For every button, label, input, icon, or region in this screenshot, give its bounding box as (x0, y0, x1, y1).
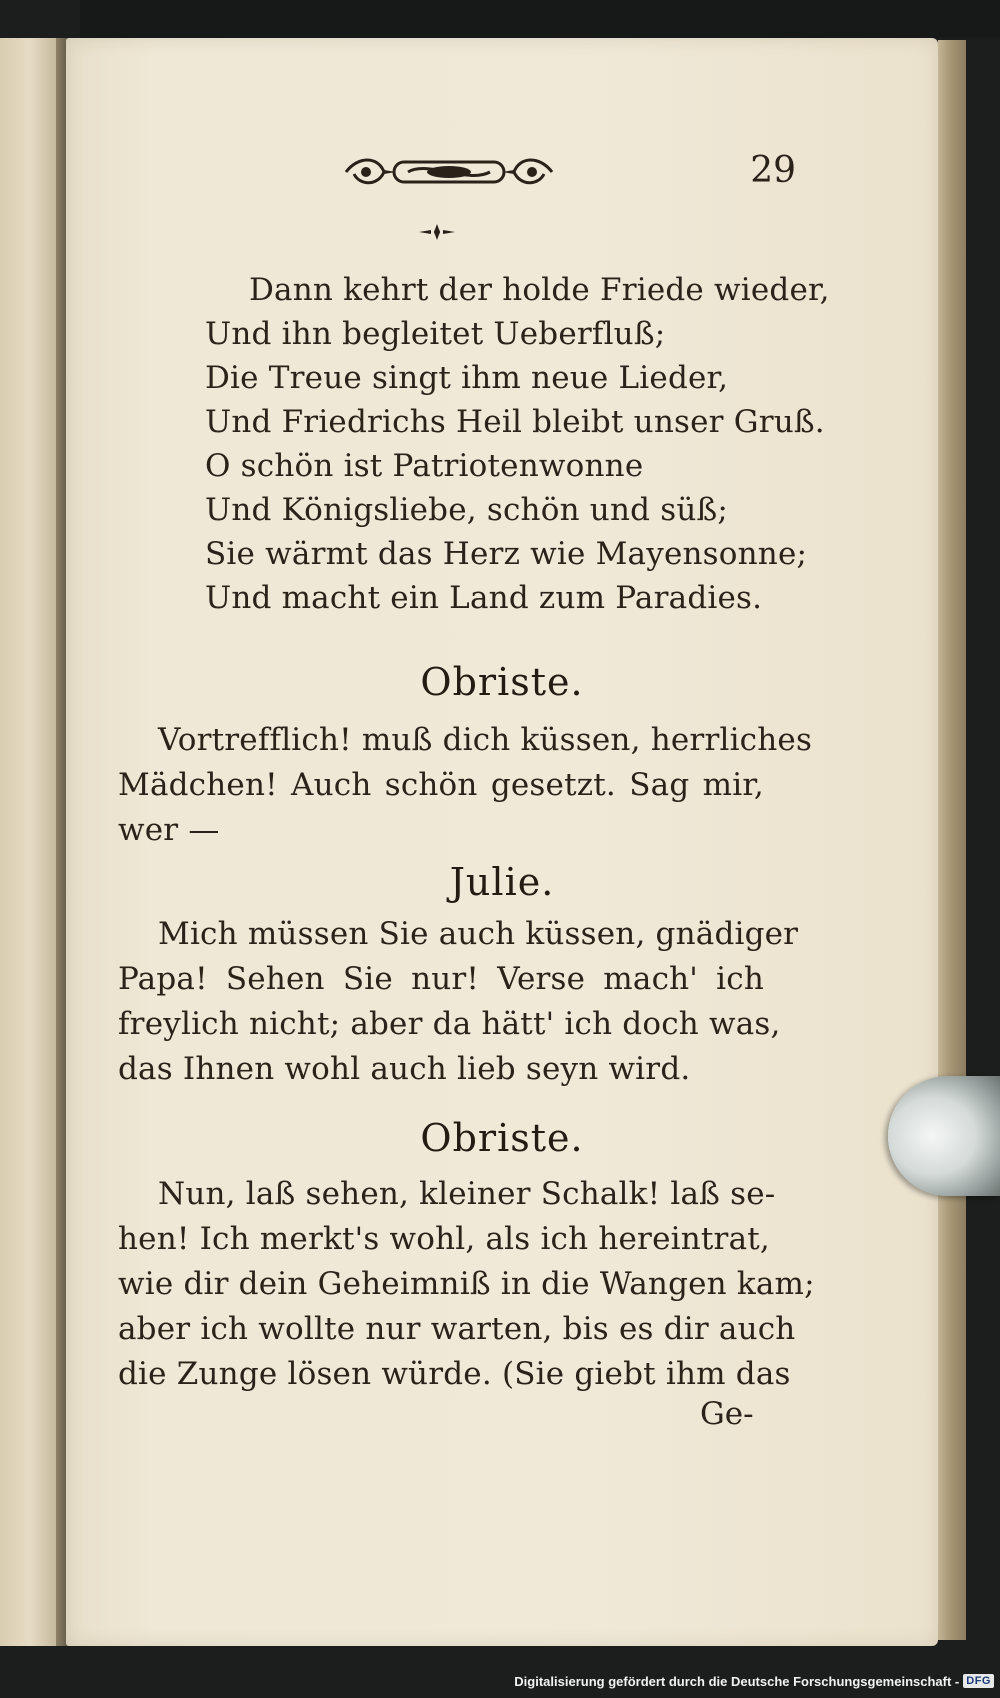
speech-paragraph (118, 912, 799, 1092)
prose-line: das Ihnen wohl auch lieb seyn wird. (118, 1051, 691, 1087)
prose-line: Vortrefflich! muß dich küssen, herrliches (158, 722, 813, 758)
verse-line: Dann kehrt der holde Friede wieder, (249, 272, 830, 308)
verse-line: Und Friedrichs Heil bleibt unser Gruß. (205, 404, 825, 440)
scan-background (80, 0, 1000, 38)
verse-line: O schön ist Patriotenwonne (205, 448, 644, 484)
catchword: Ge- (700, 1396, 754, 1432)
floral-divider-icon (415, 220, 459, 244)
poem-stanza (205, 268, 845, 620)
speech-paragraph (118, 1172, 815, 1397)
book-clip (888, 1076, 1000, 1196)
speech-paragraph (118, 718, 813, 853)
page-stack-edge (938, 40, 966, 1640)
speaker-heading: Julie. (449, 860, 555, 904)
headpiece-ornament-icon (338, 150, 560, 194)
footer-credit: Digitalisierung gefördert durch die Deutsche Forschungsgemeinschaft - (514, 1673, 960, 1689)
verse-line: Sie wärmt das Herz wie Mayensonne; (205, 536, 808, 572)
prose-line: die Zunge lösen würde. (Sie giebt ihm das (118, 1356, 791, 1392)
dfg-logo-icon: DFG (963, 1674, 994, 1688)
prose-line: Mädchen! Auch schön gesetzt. Sag mir, (118, 767, 764, 803)
page-number: 29 (750, 150, 796, 191)
prose-line: Nun, laß sehen, kleiner Schalk! laß se- (158, 1176, 776, 1212)
speaker-heading: Obriste. (420, 660, 584, 704)
verse-line: Und ihn begleitet Ueberfluß; (205, 316, 666, 352)
prose-line: Papa! Sehen Sie nur! Verse mach' ich (118, 961, 764, 997)
prose-line: freylich nicht; aber da hätt' ich doch was, (118, 1006, 781, 1042)
prose-line: wie dir dein Geheimniß in die Wangen kam; (118, 1266, 815, 1302)
prose-line: Mich müssen Sie auch küssen, gnädiger (158, 916, 799, 952)
prose-line: wer — (118, 812, 220, 848)
verse-line: Und macht ein Land zum Paradies. (205, 580, 763, 616)
speaker-heading: Obriste. (420, 1116, 584, 1160)
verse-line: Die Treue singt ihm neue Lieder, (205, 360, 729, 396)
prose-line: aber ich wollte nur warten, bis es dir auch (118, 1311, 796, 1347)
prose-line: hen! Ich merkt's wohl, als ich hereintrat, (118, 1221, 770, 1257)
digitization-footer (514, 1670, 994, 1692)
verse-line: Und Königsliebe, schön und süß; (205, 492, 729, 528)
